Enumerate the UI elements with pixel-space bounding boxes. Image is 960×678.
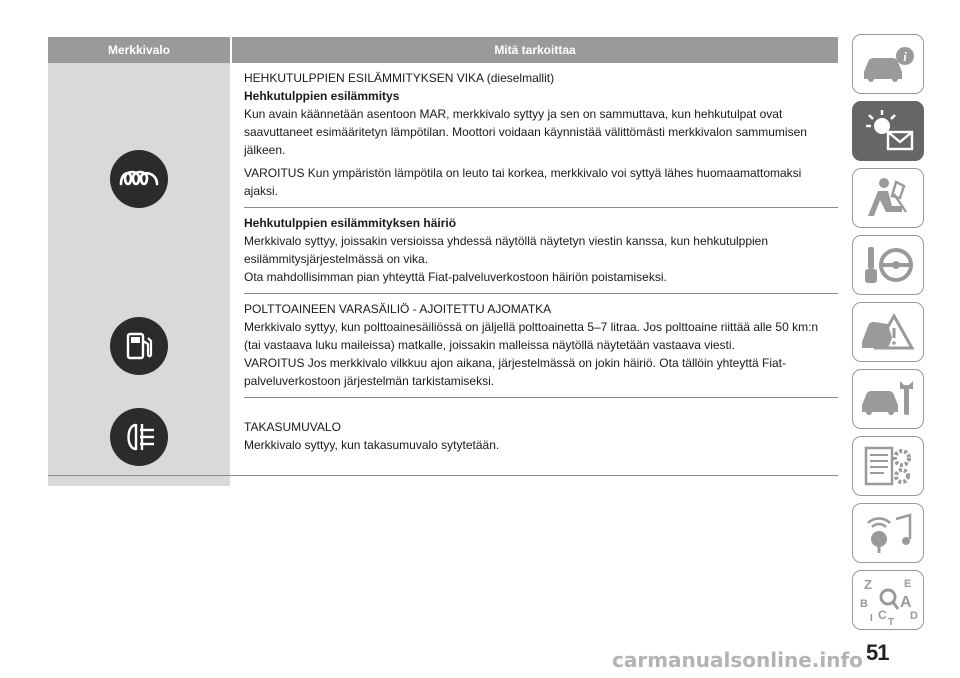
svg-text:I: I	[870, 613, 873, 624]
glow-plug-icon	[110, 150, 168, 208]
icon-cell-glow-plug	[48, 63, 232, 294]
svg-text:T: T	[888, 617, 895, 627]
svg-text:E: E	[904, 578, 912, 590]
fuel-warning: VAROITUS Jos merkkivalo vilkkuu ajon aikana, järjestelmässä on jokin häiriö. Ota tällöin yhteyttä Fiat-palveluverkostoon järjestelmän tarkistamiseksi.	[244, 356, 786, 388]
fuel-title: POLTTOAINEEN VARASÄILIÖ - AJOITETTU AJOMATKA	[244, 302, 552, 316]
icon-cell-rear-fog	[48, 398, 232, 486]
fuel-paragraph-1: Merkkivalo syttyy, kun polttoainesäiliössä on jäljellä polttoainetta 5–7 litraa. Jos polttoaine riittää alle 50 km:n (tai vastaava luku maileissa) matkalle, joissakin malleissa näytöllä näytetään vastaava viesti.	[244, 320, 819, 352]
svg-text:A: A	[900, 594, 912, 611]
media-navigation-icon	[858, 509, 918, 557]
table-row-glow-plug	[48, 63, 838, 294]
icon-cell-fuel	[48, 294, 232, 398]
fuel-pump-icon	[110, 317, 168, 375]
alphabet-index-icon	[856, 573, 920, 627]
desc-cell-glow-plug	[232, 63, 838, 294]
chapter-sidebar	[852, 34, 926, 637]
table-bottom-rule	[48, 475, 838, 476]
desc-cell-fuel	[232, 294, 838, 398]
warning-light-table	[48, 37, 838, 486]
glow-subheading-fault: Hehkutulppien esilämmityksen häiriö	[244, 216, 457, 230]
tab-emergency[interactable]	[852, 302, 924, 362]
fog-paragraph-1: Merkkivalo syttyy, kun takasumuvalo sytytetään.	[244, 438, 500, 452]
seat-airbag-icon	[858, 174, 918, 222]
car-info-icon	[858, 42, 918, 86]
rear-fog-light-icon	[110, 408, 168, 466]
checklist-gears-icon	[858, 442, 918, 490]
svg-text:C: C	[878, 608, 887, 622]
glow-title: HEHKUTULPPIEN ESILÄMMITYKSEN VIKA (dieselmallit)	[244, 71, 555, 85]
tab-maintenance[interactable]	[852, 369, 924, 429]
tab-safety[interactable]	[852, 168, 924, 228]
svg-text:Z: Z	[864, 577, 872, 592]
table-row-rear-fog	[48, 398, 838, 486]
glow-subheading-preheat: Hehkutulppien esilämmitys	[244, 89, 400, 103]
header-col-meaning: Mitä tarkoittaa	[494, 43, 576, 57]
tab-warning-lights[interactable]	[852, 101, 924, 161]
svg-text:B: B	[860, 598, 868, 610]
glow-paragraph-3: Merkkivalo syttyy, joissakin versioissa yhdessä näytöllä näytetyn viestin kanssa, kun hehkutulppien esilämmitysjärjestelmässä on vika.	[244, 234, 769, 266]
glow-paragraph-1: Kun avain käännetään asentoon MAR, merkkivalo syttyy ja sen on sammuttava, kun hehkutulpat ovat saavuttaneet esimääritetyn lämpötilan. Moottori voidaan käynnistää välittömästi merkkivalon sammumisen jälkeen.	[244, 107, 807, 157]
svg-text:D: D	[910, 610, 918, 622]
car-crash-warning-icon	[858, 308, 918, 356]
warning-light-message-icon	[858, 106, 918, 156]
header-col-light: Merkkivalo	[48, 37, 232, 63]
svg-text:i: i	[903, 49, 907, 64]
tab-multimedia[interactable]	[852, 503, 924, 563]
watermark: carmanualsonline.info	[612, 648, 863, 672]
car-wrench-icon	[858, 375, 918, 423]
key-steering-wheel-icon	[858, 241, 918, 289]
table-row-fuel	[48, 294, 838, 398]
table-header	[48, 37, 838, 63]
tab-index[interactable]	[852, 570, 924, 630]
glow-warning: VAROITUS Kun ympäristön lämpötila on leuto tai korkea, merkkivalo voi syttyä lähes huomaamattomaksi ajaksi.	[244, 166, 802, 198]
tab-technical-data[interactable]	[852, 436, 924, 496]
fog-title: TAKASUMUVALO	[244, 420, 341, 434]
tab-starting-driving[interactable]	[852, 235, 924, 295]
page-number: 51	[866, 640, 889, 665]
glow-paragraph-4: Ota mahdollisimman pian yhteyttä Fiat-palveluverkostoon häiriön poistamiseksi.	[244, 270, 667, 284]
tab-car-info[interactable]	[852, 34, 924, 94]
desc-cell-rear-fog	[232, 398, 838, 486]
